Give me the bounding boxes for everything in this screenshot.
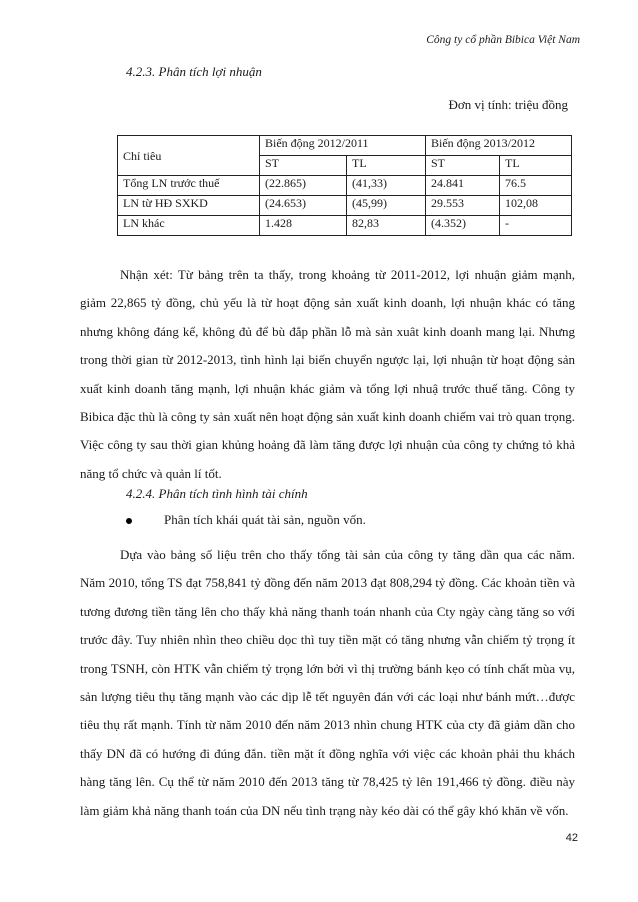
page-number: 42	[565, 832, 578, 844]
table-subheader: TL	[500, 156, 572, 176]
table-cell: 29.553	[426, 196, 500, 216]
table-cell: (22.865)	[260, 176, 347, 196]
paragraph-profit-comment	[80, 261, 575, 488]
table-group-header: Biến động 2013/2012	[426, 136, 572, 156]
table-cell: 82,83	[347, 216, 426, 236]
table-cell: (4.352)	[426, 216, 500, 236]
paragraph-assets-comment	[80, 541, 575, 825]
bullet-item	[126, 512, 366, 528]
section-title-profit-analysis: 4.2.3. Phân tích lợi nhuận	[126, 64, 262, 79]
table-group-header: Biến động 2012/2011	[260, 136, 426, 156]
profit-table	[117, 135, 572, 236]
table-row-label: LN khác	[118, 216, 260, 236]
table-cell: (24.653)	[260, 196, 347, 216]
paragraph-text: Dựa vào bảng số liệu trên cho thấy tổng tài sản của công ty tăng dần qua các năm. Năm 2010, tổng TS đạt 758,841 tỷ đồng đến năm 2013 đạt 808,294 tỷ đồng. Các khoản tiền và tương đương tiền tăng lên cho thấy khả năng thanh toán nhanh của Cty ngày càng tăng so với trước đây. Tuy nhiên nhìn theo chiều dọc thì tuy tiền mặt có tăng nhưng vẫn chiếm tỷ trọng ít trong TSNH, còn HTK vẫn chiếm tỷ trọng lớn bởi vì thị trường bánh kẹo có tính chất mùa vụ, sản lượng tiêu thụ tăng mạnh vào các dịp lễ tết nguyên đán với các loại như bánh mứt…được tiêu thụ rất mạnh. Tính từ năm 2010 đến năm 2013 nhìn chung HTK của cty đã giảm dần cho thấy DN đã có hướng đi đúng đắn. tiền mặt ít đồng nghĩa với việc các khoản phải thu khách hàng tăng lên. Cụ thể từ năm 2010 đến 2013 tăng từ 78,425 tỷ lên 191,466 tỷ đồng. điều này làm giảm khả năng thanh toán của DN nếu tình trạng này kéo dài có thể gây khó khăn về vốn.	[80, 547, 575, 818]
table-cell: 76.5	[500, 176, 572, 196]
table-row	[118, 196, 572, 216]
table-header-row	[118, 136, 572, 156]
page-header: Công ty cổ phần Bibica Việt Nam	[426, 34, 580, 46]
table-cell: (45,99)	[347, 196, 426, 216]
table-cell: 102,08	[500, 196, 572, 216]
table-cell: -	[500, 216, 572, 236]
bullet-icon	[126, 518, 132, 524]
table-subheader: ST	[426, 156, 500, 176]
table-row-label: Tổng LN trước thuế	[118, 176, 260, 196]
table-row	[118, 176, 572, 196]
table-row-label: LN từ HĐ SXKD	[118, 196, 260, 216]
table-cell: 24.841	[426, 176, 500, 196]
table-header-indicator: Chỉ tiêu	[118, 136, 260, 176]
section-title-financial-analysis: 4.2.4. Phân tích tình hình tài chính	[126, 486, 308, 501]
table-cell: 1.428	[260, 216, 347, 236]
table-subheader: ST	[260, 156, 347, 176]
unit-label: Đơn vị tính: triệu đồng	[448, 97, 568, 112]
table-cell: (41,33)	[347, 176, 426, 196]
bullet-text: Phân tích khái quát tài sản, nguồn vốn.	[164, 512, 366, 527]
table-row	[118, 216, 572, 236]
table-subheader: TL	[347, 156, 426, 176]
paragraph-text: Nhận xét: Từ bảng trên ta thấy, trong khoảng từ 2011-2012, lợi nhuận giảm mạnh, giảm 22,865 tỷ đồng, chủ yếu là từ hoạt động sản xuất kinh doanh, lợi nhuận khác có tăng nhưng không đáng kể, không đủ để bù đắp phần lỗ mà sản xuât kinh doanh mang lại. Nhưng trong thời gian từ 2012-2013, tình hình lại biến chuyển ngược lại, lợi nhuận từ hoạt động sản xuất kinh doanh tăng mạnh, lợi nhuận khác giảm và tổng lợi nhuậ trước thuế tăng. Công ty Bibica đặc thù là công ty sản xuất nên hoạt động sản xuất kinh doanh chiếm vai trò quan trọng. Việc công ty sau thời gian khủng hoảng đã làm tăng được lợi nhuận của công ty chứng tỏ khả năng tổ chức và quản lí tốt.	[80, 267, 575, 481]
